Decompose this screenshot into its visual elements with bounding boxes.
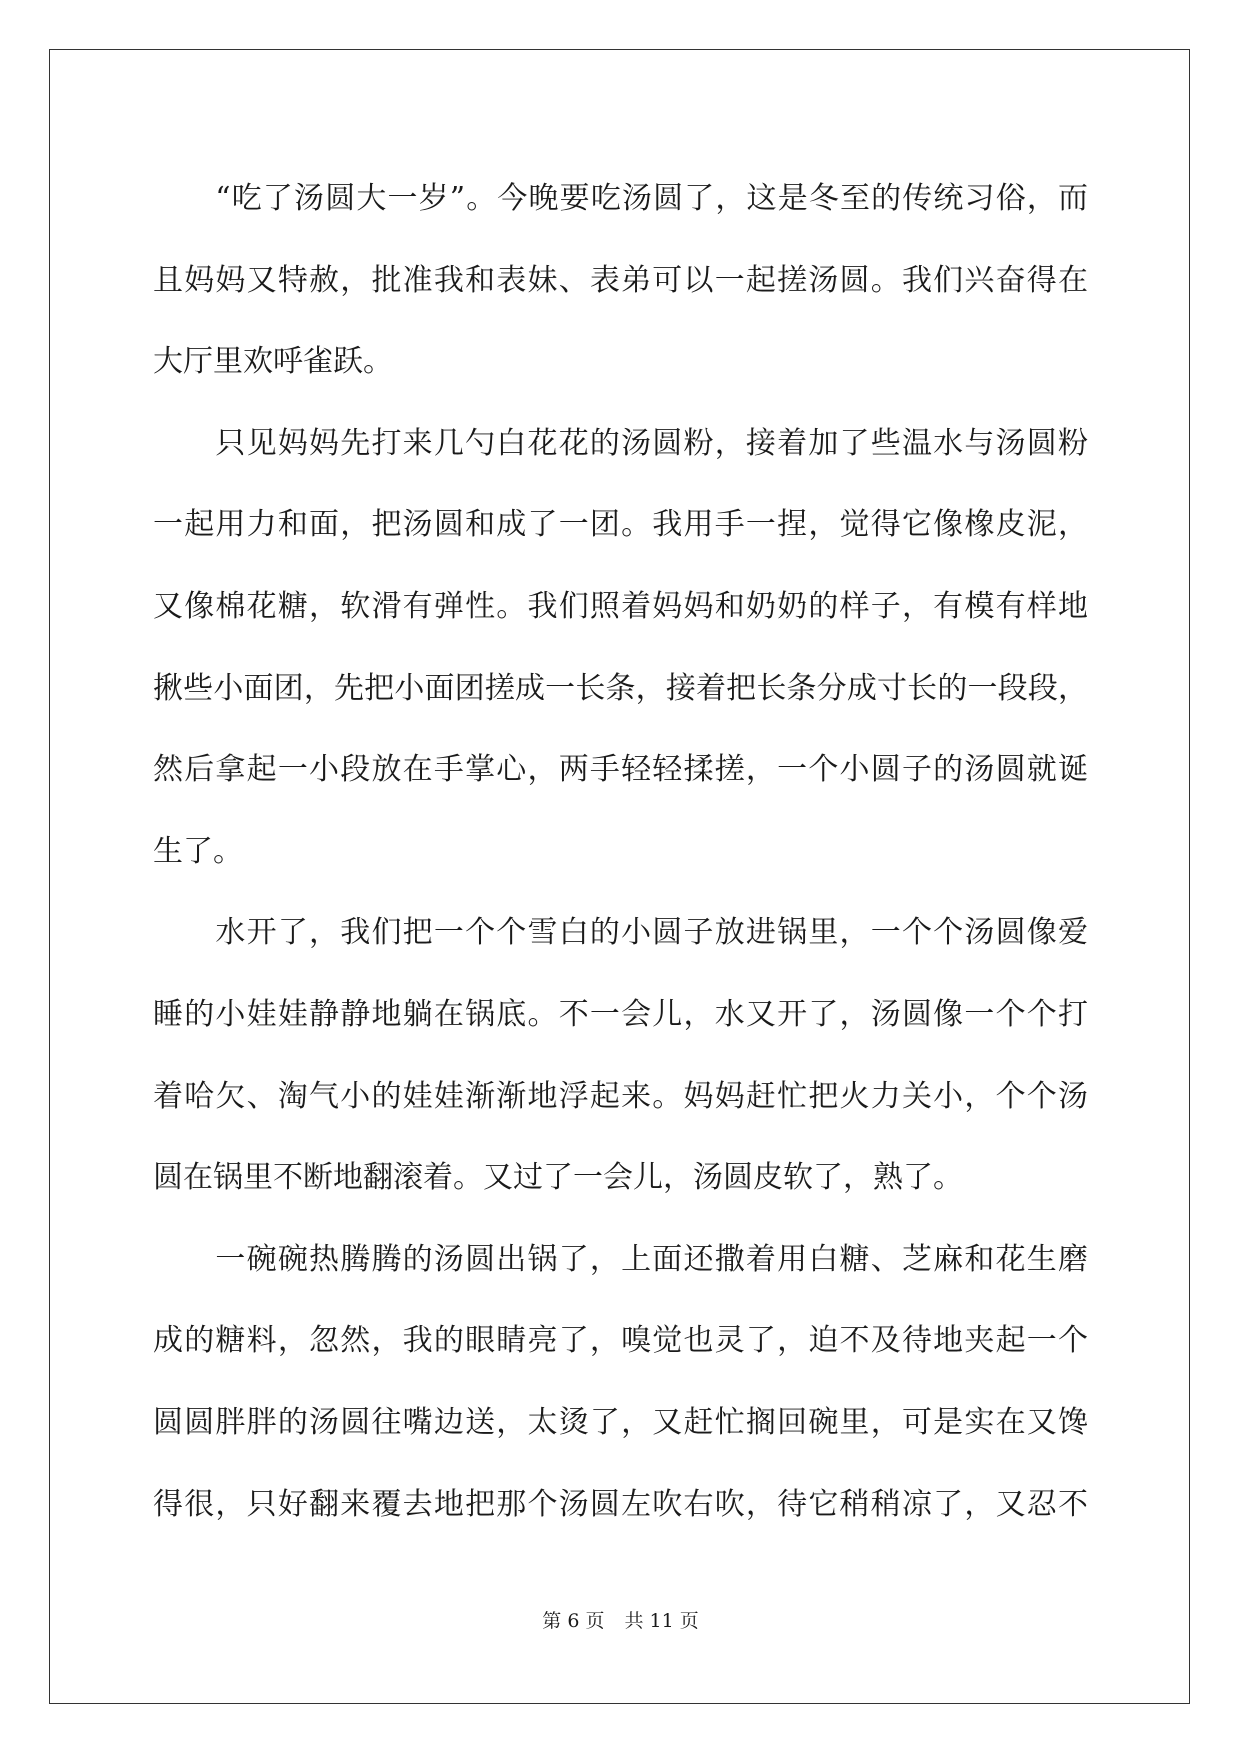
text-line: 一起用力和面，把汤圆和成了一团。我用手一捏，觉得它像橡皮泥， [153, 507, 1088, 543]
text-line: “吃了汤圆大一岁”。今晚要吃汤圆了，这是冬至的传统习俗，而 [153, 181, 1088, 216]
text-line: 只见妈妈先打来几勺白花花的汤圆粉，接着加了些温水与汤圆粉 [153, 425, 1088, 461]
text-line: 圆圆胖胖的汤圆往嘴边送，太烫了，又赶忙搁回碗里，可是实在又馋 [153, 1404, 1088, 1440]
page-footer [0, 1606, 1241, 1633]
document-body [153, 158, 1088, 1545]
text-line: 生了。 [153, 833, 243, 869]
page-number-current: 第 6 页 [542, 1610, 605, 1632]
text-line: 水开了，我们把一个个雪白的小圆子放进锅里，一个个汤圆像爱 [153, 915, 1088, 951]
text-line: 又像棉花糖，软滑有弹性。我们照着妈妈和奶奶的样子，有模有样地 [153, 588, 1088, 624]
text-line: 一碗碗热腾腾的汤圆出锅了，上面还撒着用白糖、芝麻和花生磨 [153, 1241, 1088, 1277]
page-number-total: 共 11 页 [624, 1610, 699, 1632]
text-line: 揪些小面团，先把小面团搓成一长条，接着把长条分成寸长的一段段， [153, 670, 1088, 706]
text-line: 睡的小娃娃静静地躺在锅底。不一会儿，水又开了，汤圆像一个个打 [153, 996, 1088, 1032]
text-line: 且妈妈又特赦，批准我和表妹、表弟可以一起搓汤圆。我们兴奋得在 [153, 262, 1088, 298]
text-line: 然后拿起一小段放在手掌心，两手轻轻揉搓，一个小圆子的汤圆就诞 [153, 752, 1088, 788]
text-line: 得很，只好翻来覆去地把那个汤圆左吹右吹，待它稍稍凉了，又忍不 [153, 1486, 1088, 1522]
text-line: 大厅里欢呼雀跃。 [153, 344, 393, 380]
text-line: 着哈欠、淘气小的娃娃渐渐地浮起来。妈妈赶忙把火力关小，个个汤 [153, 1078, 1088, 1114]
text-line: 成的糖料，忽然，我的眼睛亮了，嗅觉也灵了，迫不及待地夹起一个 [153, 1323, 1088, 1359]
text-line: 圆在锅里不断地翻滚着。又过了一会儿，汤圆皮软了，熟了。 [153, 1160, 963, 1196]
